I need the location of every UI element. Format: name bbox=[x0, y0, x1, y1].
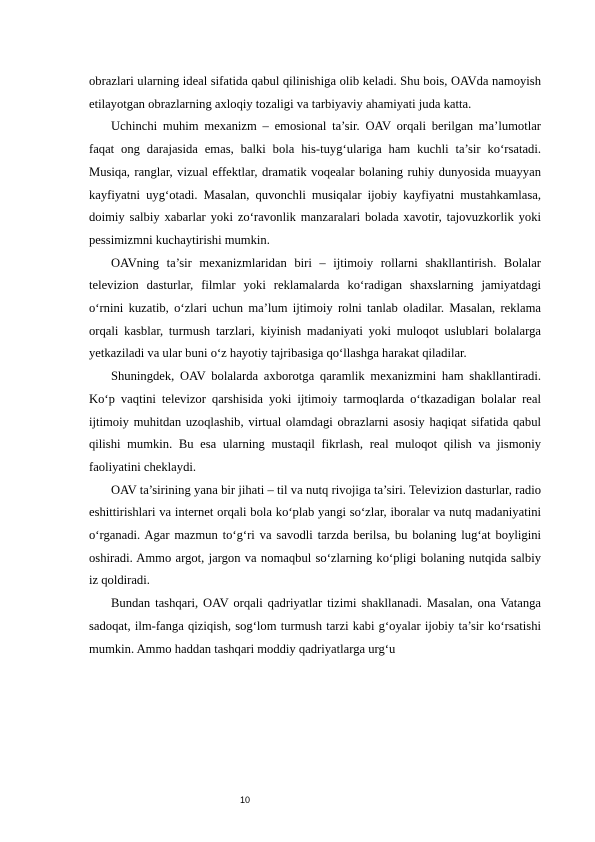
page-number: 10 bbox=[239, 795, 250, 805]
paragraph-2: Uchinchi muhim mexanizm – emosional ta’sir. OAV orqali berilgan ma’lumotlar faqat ong darajasida emas, balki bola his-tuyg‘ulariga ham kuchli ta’sir ko‘rsatadi. Musiqa, ranglar, vizual effektlar, dramatik voqealar bolaning ruhiy dunyosida muayyan kayfiyatni uyg‘otadi. Masalan, quvonchli musiqalar ijobiy kayfiyatni mustahkamlasa, doimiy salbiy xabarlar yoki zo‘ravonlik manzaralari bolada xavotir, tajovuzkorlik yoki pessimizmni kuchaytirishi mumkin. bbox=[89, 119, 541, 247]
paragraph-3: OAVning ta’sir mexanizmlaridan biri – ijtimoiy rollarni shakllantirish. Bolalar televizion dasturlar, filmlar yoki reklamalarda ko‘radigan shaxslarning jamiyatdagi o‘rnini kuzatib, o‘zlari uchun ma’lum ijtimoiy rolni tanlab oladilar. Masalan, reklama orqali kasblar, turmush tarzlari, kiyinish madaniyati yoki muloqot uslublari bolalarga yetkaziladi va ular buni o‘z hayotiy tajribasiga qo‘llashga harakat qiladilar. bbox=[89, 255, 541, 361]
paragraph-5: OAV ta’sirining yana bir jihati – til va nutq rivojiga ta’siri. Televizion dasturlar, radio eshittirishlari va internet orqali bola ko‘plab yangi so‘zlar, iboralar va nutq madaniyatini o‘rganadi. Agar mazmun to‘g‘ri va savodli tarzda berilsa, bu bolaning lug‘at boyligini oshiradi. Ammo argot, jargon va nomaqbul so‘zlarning ko‘pligi bolaning nutqida salbiy iz qoldiradi. bbox=[89, 482, 541, 588]
paragraph-4: Shuningdek, OAV bolalarda axborotga qaramlik mexanizmini ham shakllantiradi. Ko‘p vaqtini televizor qarshisida yoki ijtimoiy tarmoqlarda o‘tkazadigan bolalar real ijtimoiy muhitdan uzoqlashib, virtual olamdagi obrazlarni asosiy haqiqat sifatida qabul qilishi mumkin. Bu esa ularning mustaqil fikrlash, real muloqot qilish va jismoniy faoliyatini cheklaydi. bbox=[89, 369, 541, 474]
paragraph-1: obrazlari ularning ideal sifatida qabul qilinishiga olib keladi. Shu bois, OAVda namoyish etilayotgan obrazlarning axloqiy tozaligi va tarbiyaviy ahamiyati juda katta. bbox=[89, 74, 541, 111]
page-body bbox=[89, 70, 541, 660]
paragraph-6: Bundan tashqari, OAV orqali qadriyatlar tizimi shakllanadi. Masalan, ona Vatanga sadoqat, ilm-fanga qiziqish, sog‘lom turmush tarzi kabi g‘oyalar ijobiy ta’sir ko‘rsatishi mumkin. Ammo haddan tashqari moddiy qadriyatlarga urg‘u bbox=[89, 596, 541, 656]
